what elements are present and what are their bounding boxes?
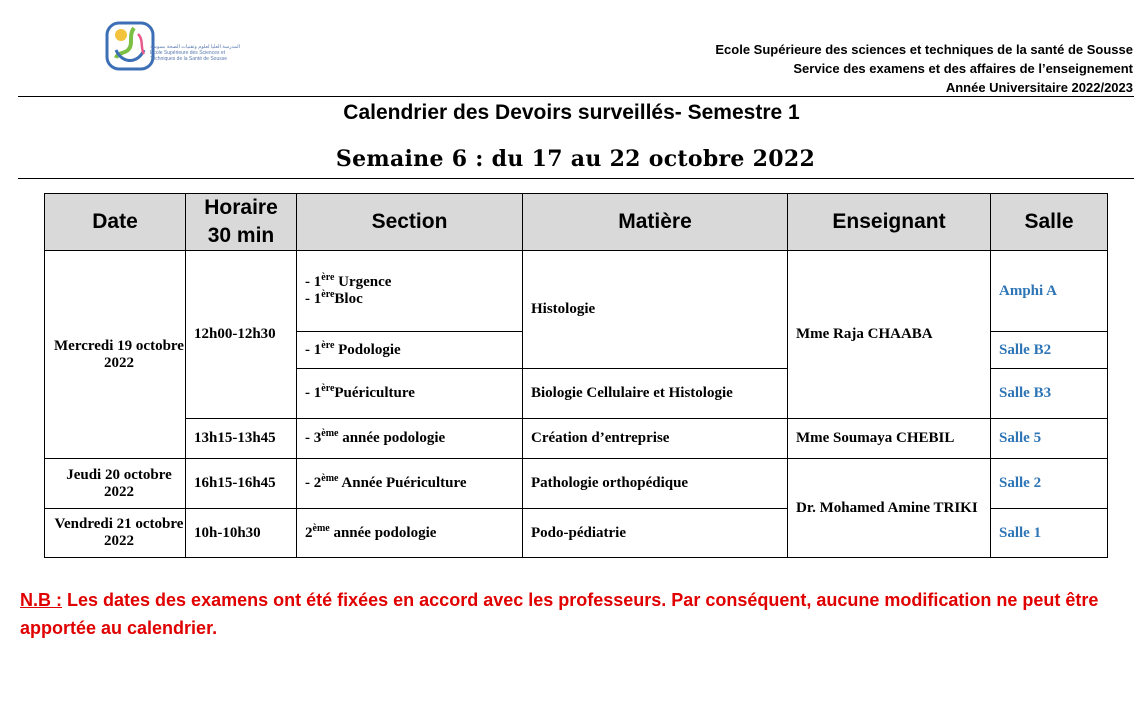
salle-cell: Salle 5 (991, 419, 1108, 459)
matiere-cell: Pathologie orthopédique (523, 459, 788, 509)
table-row (45, 459, 1108, 509)
header-divider (18, 96, 1134, 97)
enseignant-cell: Mme Soumaya CHEBIL (788, 419, 991, 459)
logo-text-line3: Techniques de la Santé de Sousse (150, 56, 227, 62)
table-header-row (45, 194, 1108, 251)
logo-text-line2: Ecole Supérieure des Sciences et (150, 50, 226, 56)
col-header-horaire (186, 194, 297, 251)
matiere-cell: Biologie Cellulaire et Histologie (523, 369, 788, 419)
week-subtitle: Semaine 6 : du 17 au 22 octobre 2022 (335, 146, 816, 172)
section-cell: 2ème année podologie (297, 509, 523, 558)
horaire-cell: 13h15-13h45 (186, 419, 297, 459)
section-cell: - 1ère Podologie (297, 332, 523, 369)
date-cell: Vendredi 21 octobre 2022 (45, 509, 186, 558)
institution-name: Ecole Supérieure des sciences et techniques de la santé de Sousse (715, 42, 1133, 57)
col-header-enseignant: Enseignant (788, 194, 991, 251)
page-title: Calendrier des Devoirs surveillés- Semestre 1 (343, 101, 800, 124)
salle-cell: Salle 2 (991, 459, 1108, 509)
salle-cell: Amphi A (991, 251, 1108, 332)
matiere-cell: Histologie (523, 251, 788, 369)
horaire-header-line1: Horaire (204, 196, 278, 219)
section-cell: - 1èrePuériculture (297, 369, 523, 419)
col-header-salle: Salle (991, 194, 1108, 251)
col-header-matiere: Matière (523, 194, 788, 251)
date-cell: Mercredi 19 octobre 2022 (45, 251, 186, 459)
title-divider (18, 178, 1134, 179)
salle-cell: Salle B3 (991, 369, 1108, 419)
table-row (45, 419, 1108, 459)
col-header-date: Date (45, 194, 186, 251)
section-cell: - 3ème année podologie (297, 419, 523, 459)
logo-text (150, 44, 242, 62)
note-label: N.B : (20, 590, 62, 610)
section-line: - 1èreBloc (305, 289, 363, 307)
academic-year: Année Universitaire 2022/2023 (945, 80, 1133, 95)
exam-calendar-table (44, 193, 1108, 558)
logo-text-arabic: المدرسة العليا لعلوم وتقنيات الصحة بسوسة (150, 44, 240, 50)
institution-header (715, 40, 1133, 97)
section-line: - 1ère Urgence (305, 272, 392, 290)
horaire-cell: 10h-10h30 (186, 509, 297, 558)
horaire-header-line2: 30 min (207, 224, 275, 247)
horaire-cell: 16h15-16h45 (186, 459, 297, 509)
service-name: Service des examens et des affaires de l’enseignement (793, 61, 1133, 76)
col-header-section: Section (297, 194, 523, 251)
date-cell: Jeudi 20 octobre 2022 (45, 459, 186, 509)
enseignant-cell: Dr. Mohamed Amine TRIKI (788, 459, 991, 558)
matiere-cell: Création d’entreprise (523, 419, 788, 459)
note-paragraph (20, 586, 1120, 642)
salle-cell: Salle 1 (991, 509, 1108, 558)
enseignant-cell: Mme Raja CHAABA (788, 251, 991, 419)
table-row (45, 251, 1108, 332)
section-cell (297, 251, 523, 332)
matiere-cell: Podo-pédiatrie (523, 509, 788, 558)
horaire-cell: 12h00-12h30 (186, 251, 297, 419)
section-cell: - 2ème Année Puériculture (297, 459, 523, 509)
note-text: Les dates des examens ont été fixées en accord avec les professeurs. Par conséquent, aucune modification ne peut être apportée au calendrier. (20, 590, 1099, 638)
salle-cell: Salle B2 (991, 332, 1108, 369)
